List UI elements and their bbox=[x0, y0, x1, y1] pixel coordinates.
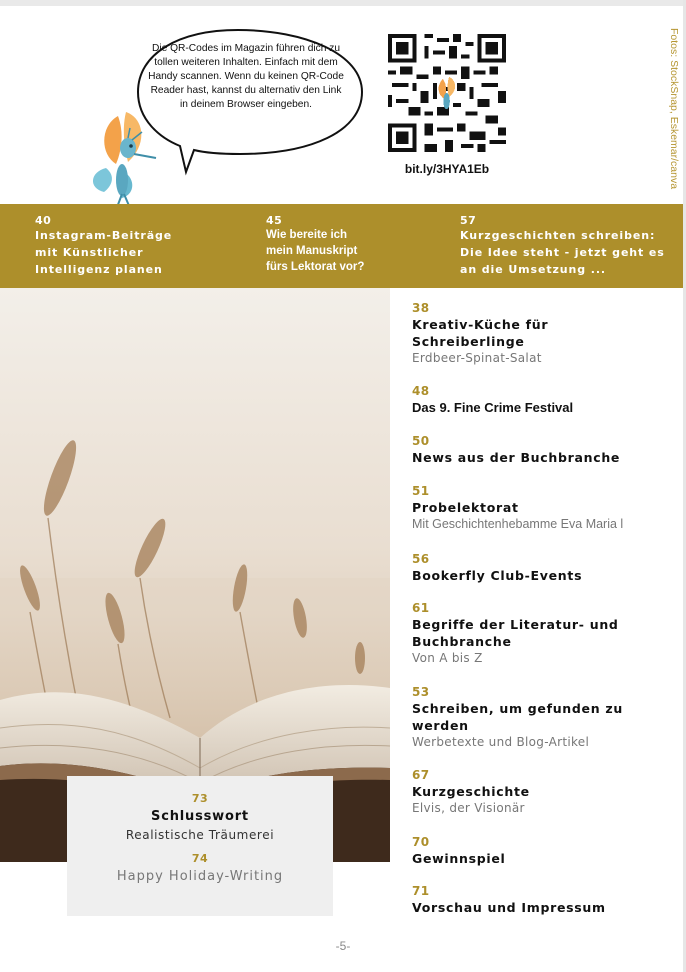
closing-title[interactable]: Schlusswort bbox=[151, 809, 249, 824]
closing-number: 73 bbox=[191, 792, 209, 805]
toc-title: Gewinnspiel bbox=[412, 851, 506, 866]
band-article-title: Kurzgeschichten schreiben: Die Idee steht - jetzt geht es an die Umsetzung ... bbox=[460, 229, 665, 276]
closing-subtitle: Realistische Träumerei bbox=[125, 828, 275, 842]
band-article-1[interactable] bbox=[35, 214, 172, 278]
toc-title: Begriffe der Literatur- und Buchbranche bbox=[412, 617, 619, 649]
top-border bbox=[0, 0, 686, 6]
toc-number: 53 bbox=[412, 685, 430, 699]
toc-title: Vorschau und Impressum bbox=[412, 900, 606, 915]
toc-title: Kurzgeschichte bbox=[412, 784, 530, 799]
band-article-number: 57 bbox=[460, 214, 477, 227]
band-article-number: 40 bbox=[35, 214, 52, 227]
toc-number: 70 bbox=[412, 835, 430, 849]
toc-entry[interactable] bbox=[412, 433, 674, 466]
toc-number: 71 bbox=[412, 884, 430, 898]
band-article-title: Instagram-Beiträge mit Künstlicher Intelligenz planen bbox=[35, 229, 173, 276]
holiday-title[interactable]: Happy Holiday-Writing bbox=[116, 869, 284, 884]
toc-number: 56 bbox=[412, 552, 430, 566]
toc-title: Das 9. Fine Crime Festival bbox=[412, 400, 574, 415]
butterfly-mascot-icon bbox=[86, 110, 166, 214]
toc-number: 51 bbox=[412, 484, 430, 498]
photo-credit: Fotos: StockSnap, Eskemar/canva bbox=[668, 28, 680, 190]
band-article-title: Wie bereite ich mein Manuskript fürs Lektorat vor? bbox=[266, 229, 365, 273]
toc-subtitle: Mit Geschichtenhebamme Eva Maria l bbox=[412, 517, 624, 531]
qr-code[interactable] bbox=[388, 34, 506, 152]
toc-subtitle: Elvis, der Visionär bbox=[412, 801, 525, 815]
toc-subtitle: Werbetexte und Blog-Artikel bbox=[412, 735, 590, 749]
toc-number: 38 bbox=[412, 301, 430, 315]
holiday-number: 74 bbox=[191, 852, 209, 865]
closing-box bbox=[67, 776, 333, 916]
toc-number: 67 bbox=[412, 768, 430, 782]
band-article-3[interactable] bbox=[460, 214, 665, 278]
toc-number: 61 bbox=[412, 601, 430, 615]
toc-entry[interactable] bbox=[412, 483, 674, 533]
toc-entry[interactable] bbox=[412, 600, 674, 667]
toc-subtitle: Erdbeer-Spinat-Salat bbox=[412, 351, 542, 365]
toc-entry[interactable] bbox=[412, 883, 674, 916]
bubble-text: Die QR-Codes im Magazin führen dich zu tollen weiteren Inhalten. Einfach mit dem Handy scannen. Wenn du keinen QR-Code Reader hast, kannst du alternativ den Link in deinem Browser eingeben. bbox=[148, 43, 344, 110]
band-article-2[interactable] bbox=[266, 214, 364, 275]
toc-title: News aus der Buchbranche bbox=[412, 450, 621, 465]
toc-number: 50 bbox=[412, 434, 430, 448]
toc-entry[interactable] bbox=[412, 834, 674, 867]
toc-number: 48 bbox=[412, 384, 430, 398]
highlight-band bbox=[0, 204, 683, 288]
toc-subtitle: Von A bis Z bbox=[412, 651, 483, 665]
band-article-number: 45 bbox=[266, 214, 283, 227]
toc-entry[interactable] bbox=[412, 383, 674, 416]
toc-title: Probelektorat bbox=[412, 500, 519, 515]
toc-entry[interactable] bbox=[412, 551, 674, 584]
toc-title: Bookerfly Club-Events bbox=[412, 568, 583, 583]
qr-link[interactable]: bit.ly/3HYA1Eb bbox=[404, 162, 490, 176]
page-number: -5- bbox=[335, 939, 351, 953]
toc-entry[interactable] bbox=[412, 767, 674, 817]
toc-title: Schreiben, um gefunden zu werden bbox=[412, 701, 623, 733]
toc-title: Kreativ-Küche für Schreiberlinge bbox=[412, 317, 549, 349]
toc-entry[interactable] bbox=[412, 684, 674, 751]
toc-entry[interactable] bbox=[412, 300, 674, 367]
